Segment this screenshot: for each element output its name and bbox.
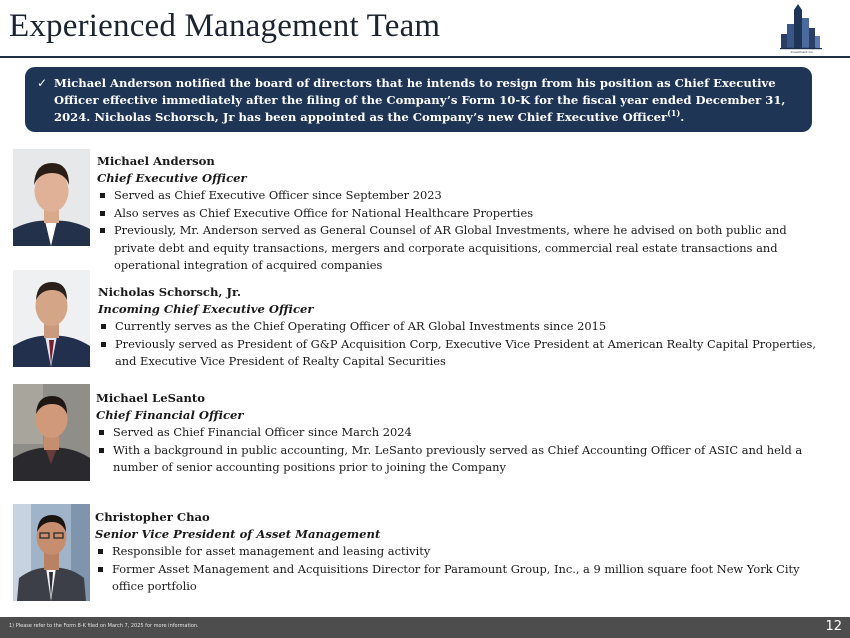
checkmark-icon: ✓ <box>37 76 48 90</box>
person-role: Incoming Chief Executive Officer <box>98 302 314 316</box>
bullet-item: Previously, Mr. Anderson served as General Counsel of AR Global Investments, where he advised on both public and private debt and equity transactions, mergers and corporate acquisitions, commercial real estate transactions and operational integration of acquired companies <box>97 222 827 275</box>
announcement-callout <box>25 67 812 132</box>
bullet-list <box>97 187 827 275</box>
bullet-item: With a background in public accounting, Mr. LeSanto previously served as Chief Accounting Officer of ASIC and held a number of senior accounting positions prior to joining the Company <box>96 442 831 477</box>
person-role: Chief Financial Officer <box>96 408 244 422</box>
bullet-list <box>95 543 830 596</box>
bullet-item: Served as Chief Financial Officer since March 2024 <box>96 424 831 442</box>
headshot-photo <box>13 504 90 601</box>
bullet-item: Served as Chief Executive Officer since September 2023 <box>97 187 827 205</box>
person-info <box>97 153 827 275</box>
person-name: Michael Anderson <box>97 154 215 168</box>
announcement-body: Michael Anderson notified the board of directors that he intends to resign from his position as Chief Executive Officer effective immediately after the filing of the Company’s Form 10-K for the fiscal year ended December 31, 2024. Nicholas Schorsch, Jr has been appointed as the Company’s new Chief Executive Officer <box>54 76 786 124</box>
bullet-item: Also serves as Chief Executive Office for National Healthcare Properties <box>97 205 827 223</box>
title-divider <box>0 56 850 58</box>
bullet-item: Responsible for asset management and leasing activity <box>95 543 830 561</box>
company-logo <box>778 4 824 52</box>
person-role: Senior Vice President of Asset Management <box>95 527 381 541</box>
announcement-text <box>37 75 800 126</box>
logo-caption: American Strategic Investment Co. <box>787 46 817 54</box>
announcement-end: . <box>680 110 685 124</box>
person-info <box>95 509 830 596</box>
bullet-item: Former Asset Management and Acquisitions Director for Paramount Group, Inc., a 9 million square foot New York City office portfolio <box>95 561 830 596</box>
headshot-photo <box>13 384 90 481</box>
page-number: 12 <box>825 619 842 634</box>
bullet-list <box>96 424 831 477</box>
headshot-photo <box>13 149 90 246</box>
person-name: Michael LeSanto <box>96 391 205 405</box>
person-name: Christopher Chao <box>95 510 210 524</box>
person-info <box>96 390 831 477</box>
page-title: Experienced Management Team <box>9 8 441 44</box>
bullet-item: Currently serves as the Chief Operating Officer of AR Global Investments since 2015 <box>98 318 828 336</box>
bullet-list <box>98 318 828 371</box>
person-role: Chief Executive Officer <box>97 171 247 185</box>
person-name: Nicholas Schorsch, Jr. <box>98 285 242 299</box>
footnote-ref: (1) <box>667 108 681 119</box>
headshot-photo <box>13 270 90 367</box>
footnote: 1) Please refer to the Form 8-K filed on March 7, 2025 for more information. <box>9 623 199 629</box>
footer-bar <box>0 617 850 638</box>
bullet-item: Previously served as President of G&P Acquisition Corp, Executive Vice President at American Realty Capital Properties, and Executive Vice President of Realty Capital Securities <box>98 336 828 371</box>
person-info <box>98 284 828 371</box>
